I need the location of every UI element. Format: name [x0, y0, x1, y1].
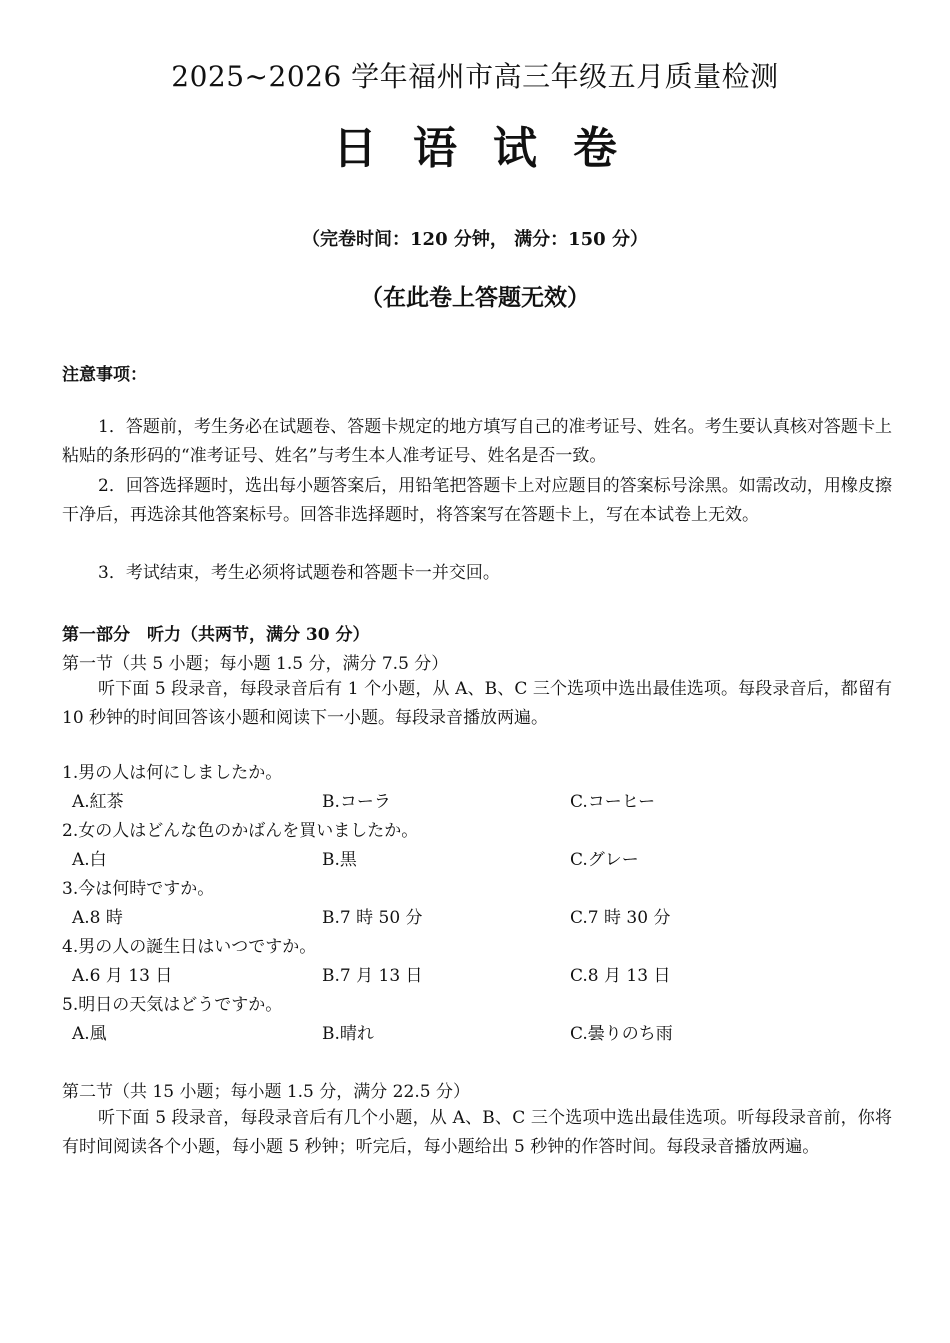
question-4-stem: 4.男の人の誕生日はいつですか。 [62, 937, 317, 957]
question-4-option-c: C.8 月 13 日 [570, 966, 671, 986]
question-5-option-a: A.風 [72, 1024, 107, 1044]
question-1-stem: 1.男の人は何にしましたか。 [62, 763, 283, 783]
part1-heading: 第一部分 听力（共两节，满分 30 分） [62, 625, 370, 645]
question-2-option-c: C.グレー [570, 850, 639, 870]
section1-instructions: 听下面 5 段录音，每段录音后有 1 个小题，从 A、B、C 三个选项中选出最佳选项。每段录音后，都留有 10 秒钟的时间回答该小题和阅读下一小题。每段录音播放两遍。 [62, 679, 892, 728]
page-title: 日语试卷 [333, 123, 653, 174]
question-1-option-b: B.コーラ [322, 792, 391, 812]
notice-item-2: 2．回答选择题时，选出每小题答案后，用铅笔把答题卡上对应题目的答案标号涂黑。如需改动，用橡皮擦干净后，再选涂其他答案标号。回答非选择题时，将答案写在答题卡上，写在本试卷上无效。 [62, 476, 892, 525]
question-1-option-a: A.紅茶 [72, 792, 124, 812]
section2-instructions: 听下面 5 段录音，每段录音后有几个小题，从 A、B、C 三个选项中选出最佳选项。听每段录音前，你将有时间阅读各个小题，每小题 5 秒钟；听完后，每小题给出 5 秒钟的作答时间。每段录音播放两遍。 [62, 1108, 892, 1157]
question-4-option-a: A.6 月 13 日 [72, 966, 173, 986]
section1-heading: 第一节（共 5 小题；每小题 1.5 分，满分 7.5 分） [62, 654, 449, 674]
time-note: （完卷时间：120 分钟， 满分：150 分） [302, 229, 648, 250]
question-5-option-c: C.曇りのち雨 [570, 1024, 673, 1044]
section2-heading: 第二节（共 15 小题；每小题 1.5 分，满分 22.5 分） [62, 1082, 470, 1102]
question-5-option-b: B.晴れ [322, 1024, 374, 1044]
question-3-option-b: B.7 時 50 分 [322, 908, 423, 928]
notice-item-3: 3．考试结束，考生必须将试题卷和答题卡一并交回。 [98, 563, 500, 583]
question-1-option-c: C.コーヒー [570, 792, 656, 812]
question-5-stem: 5.明日の天気はどうですか。 [62, 995, 283, 1015]
question-3-option-c: C.7 時 30 分 [570, 908, 671, 928]
invalid-note: （在此卷上答题无效） [360, 285, 590, 311]
notice-item-1: 1．答题前，考生务必在试题卷、答题卡规定的地方填写自己的准考证号、姓名。考生要认真核对答题卡上粘贴的条形码的“准考证号、姓名”与考生本人准考证号、姓名是否一致。 [62, 417, 892, 466]
notice-heading: 注意事项： [62, 365, 147, 385]
question-4-option-b: B.7 月 13 日 [322, 966, 423, 986]
question-2-stem: 2.女の人はどんな色のかばんを買いましたか。 [62, 821, 419, 841]
question-3-option-a: A.8 時 [72, 908, 123, 928]
exam-header-line: 2025~2026 学年福州市高三年级五月质量检测 [171, 60, 779, 93]
question-3-stem: 3.今は何時ですか。 [62, 879, 215, 899]
question-2-option-b: B.黒 [322, 850, 357, 870]
question-2-option-a: A.白 [72, 850, 107, 870]
